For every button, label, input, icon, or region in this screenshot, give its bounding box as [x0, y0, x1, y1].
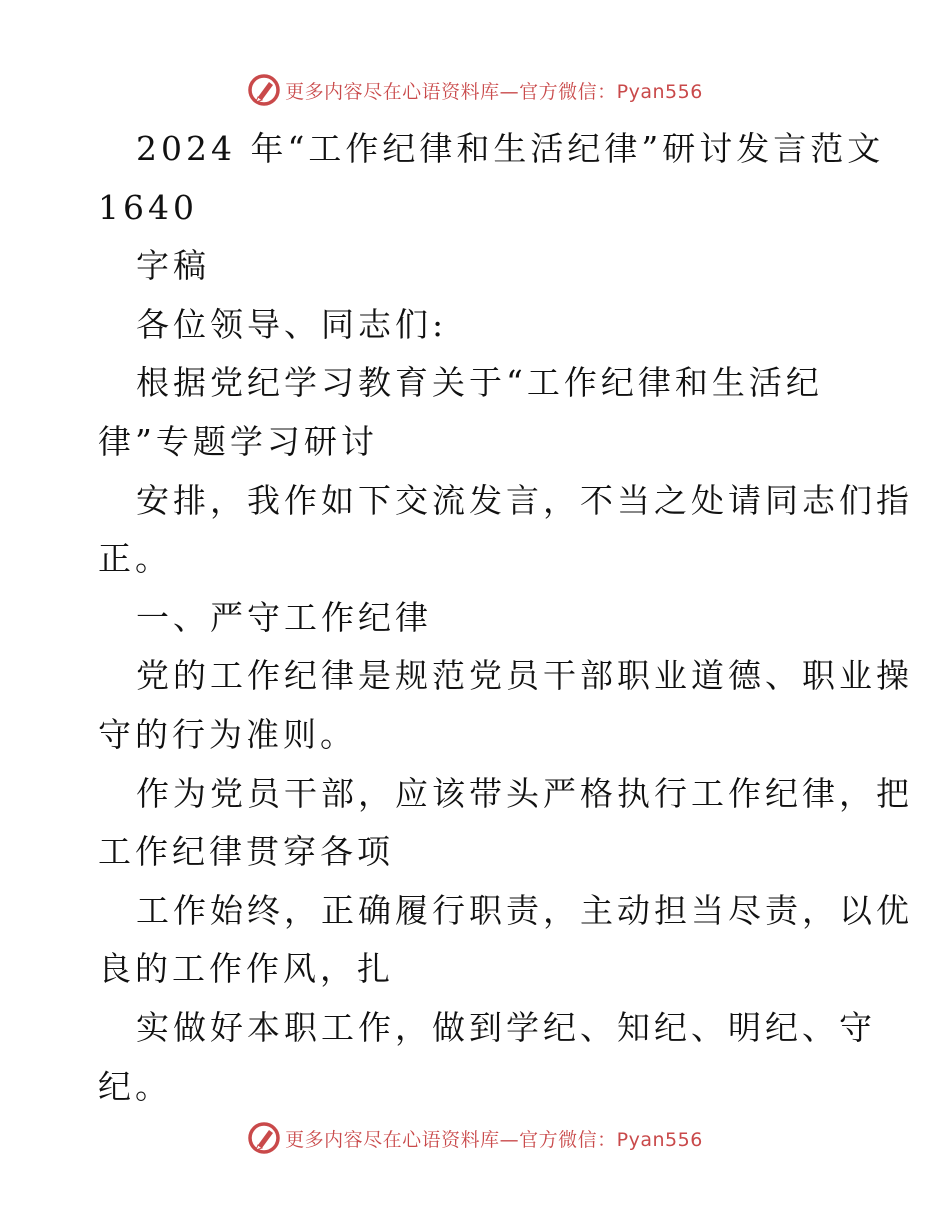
footer-watermark [0, 1118, 950, 1158]
paragraph-line: 纪。 [98, 1066, 172, 1106]
header-watermark-text: 更多内容尽在心语资料库—官方微信：Pyan556 [285, 80, 703, 103]
paragraph-line: 良的工作作风，扎 [98, 949, 394, 989]
title-line-continued: 1640 [98, 187, 198, 227]
salutation: 各位领导、同志们: [136, 304, 448, 344]
paragraph-line: 安排，我作如下交流发言，不当之处请同志们指 [136, 480, 913, 520]
paragraph-line: 工作始终，正确履行职责，主动担当尽责，以优 [136, 890, 913, 930]
pen-nib-circle-icon [247, 1121, 281, 1155]
paragraph-line: 工作纪律贯穿各项 [98, 832, 394, 872]
paragraph-line: 正。 [98, 539, 172, 579]
header-watermark [0, 70, 950, 110]
pen-nib-circle-icon [247, 73, 281, 107]
footer-watermark-text: 更多内容尽在心语资料库—官方微信：Pyan556 [285, 1128, 703, 1151]
title-line: 2024 年“工作纪律和生活纪律”研讨发言范文 [136, 129, 885, 168]
paragraph-line: 根据党纪学习教育关于“工作纪律和生活纪 [136, 363, 823, 403]
title-line-end: 字稿 [136, 246, 210, 286]
paragraph-line: 作为党员干部，应该带头严格执行工作纪律，把 [136, 773, 913, 813]
paragraph-line: 律”专题学习研讨 [98, 421, 378, 461]
paragraph-line: 实做好本职工作，做到学纪、知纪、明纪、守 [136, 1007, 876, 1047]
section-heading: 一、严守工作纪律 [136, 597, 432, 637]
document-body [98, 120, 913, 1116]
paragraph-line: 党的工作纪律是规范党员干部职业道德、职业操 [136, 656, 913, 696]
paragraph-line: 守的行为准则。 [98, 714, 357, 754]
